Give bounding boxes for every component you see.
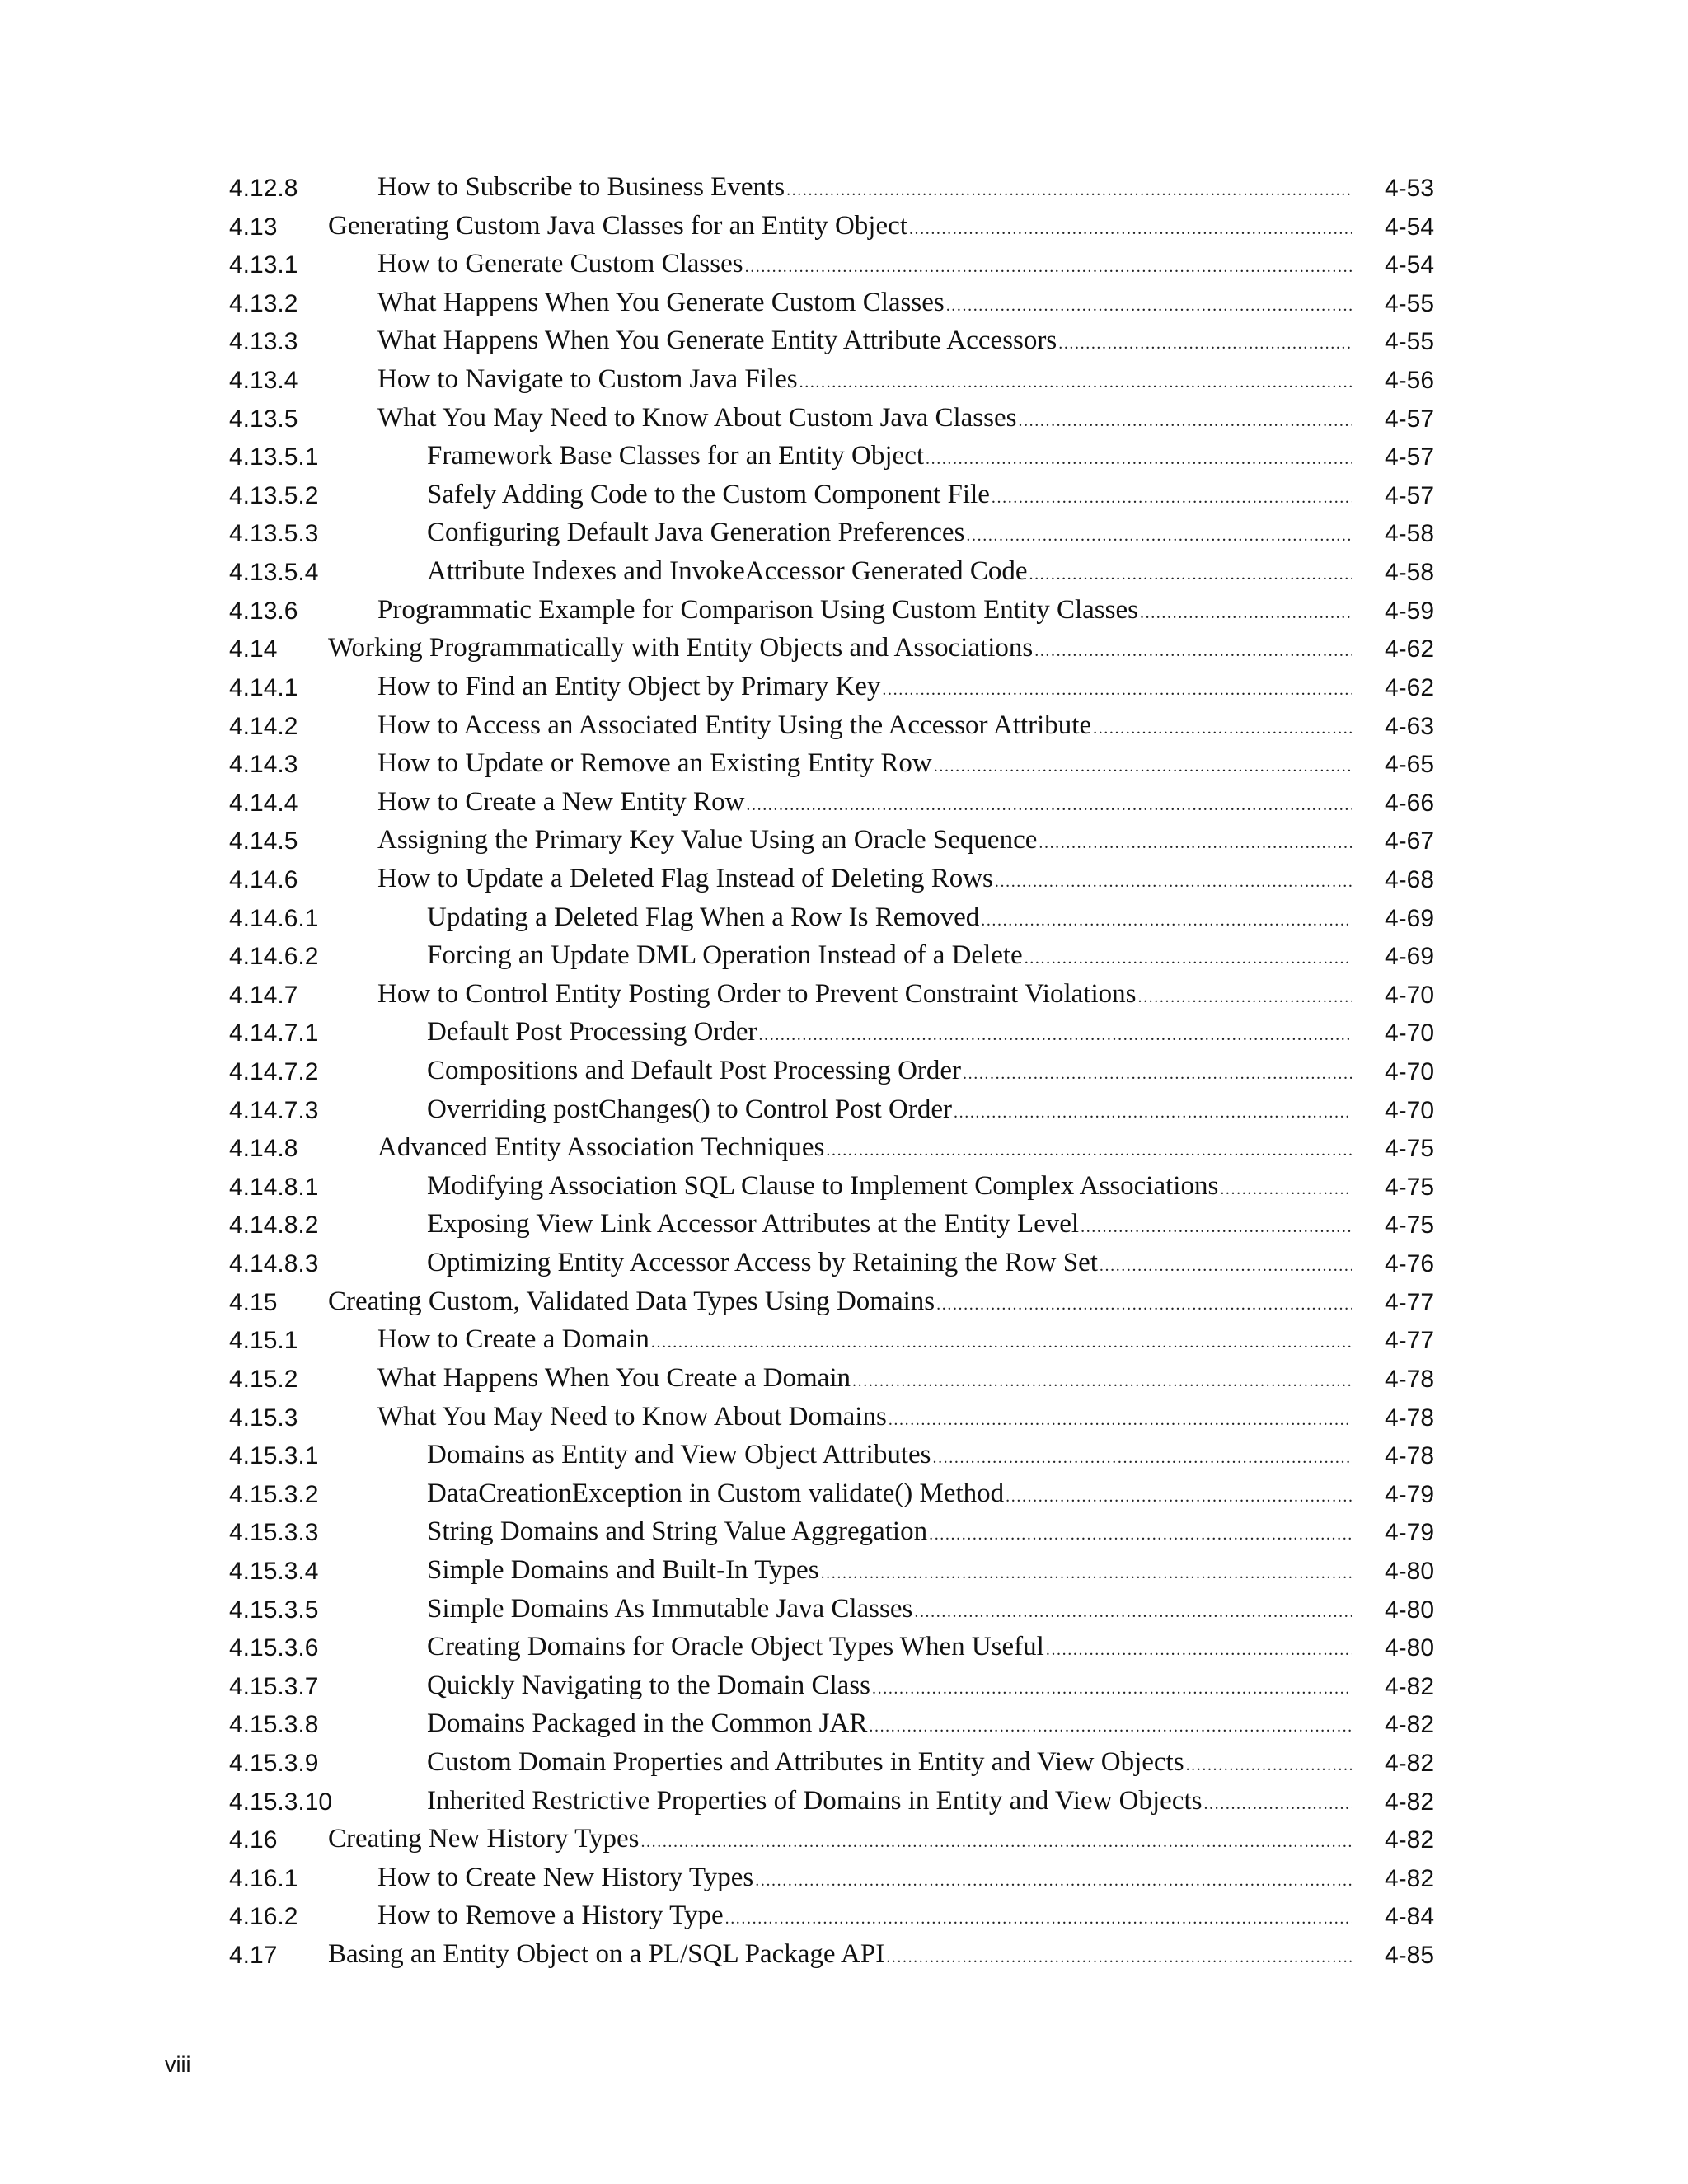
toc-entry[interactable]	[229, 556, 1434, 595]
toc-entry-title: Exposing View Link Accessor Attributes at the Entity Level	[427, 1209, 1080, 1240]
toc-entry[interactable]	[229, 1900, 1434, 1939]
toc-entry-line	[377, 249, 1352, 287]
toc-entry-title: What Happens When You Create a Domain	[377, 1362, 851, 1393]
toc-entry-number: 4.12.8	[229, 175, 298, 202]
toc-entry-line	[427, 1056, 1352, 1094]
toc-entry[interactable]	[229, 1056, 1434, 1094]
toc-entry-number: 4.15.3.6	[229, 1634, 319, 1662]
toc-entry-line	[427, 1671, 1352, 1708]
dot-leader	[821, 1564, 1352, 1583]
toc-entry[interactable]	[229, 787, 1434, 826]
toc-entry-line	[377, 825, 1352, 863]
toc-entry-title: Safely Adding Code to the Custom Component File	[427, 479, 990, 509]
toc-entry-page: 4-70	[1384, 1019, 1434, 1047]
toc-entry[interactable]	[229, 1479, 1434, 1517]
dot-leader	[1220, 1180, 1352, 1199]
toc-entry-line	[377, 1863, 1352, 1900]
toc-entry-line	[427, 1594, 1352, 1632]
toc-entry-page: 4-57	[1384, 443, 1434, 471]
toc-entry[interactable]	[229, 1132, 1434, 1171]
dot-leader	[759, 1026, 1352, 1045]
toc-entry-line	[377, 748, 1352, 786]
toc-entry-line	[427, 1248, 1352, 1286]
toc-entry-number: 4.15.2	[229, 1365, 298, 1393]
toc-entry-page: 4-57	[1384, 481, 1434, 509]
toc-entry[interactable]	[229, 249, 1434, 288]
toc-entry-page: 4-80	[1384, 1596, 1434, 1624]
toc-entry-title: Generating Custom Java Classes for an Entity Object	[328, 210, 907, 241]
toc-entry-page: 4-75	[1384, 1212, 1434, 1240]
toc-entry-title: How to Generate Custom Classes	[377, 249, 743, 279]
toc-entry-number: 4.15.3.10	[229, 1788, 333, 1816]
toc-entry[interactable]	[229, 633, 1434, 672]
toc-entry-line	[427, 940, 1352, 978]
toc-entry-page: 4-67	[1384, 827, 1434, 855]
toc-entry-title: DataCreationException in Custom validate() Method	[427, 1478, 1005, 1508]
toc-entry-title: String Domains and String Value Aggregation	[427, 1516, 928, 1547]
dot-leader	[926, 450, 1352, 469]
toc-entry-line	[427, 1479, 1352, 1516]
toc-entry-number: 4.16.1	[229, 1864, 298, 1892]
toc-entry-line	[427, 556, 1352, 594]
toc-entry-title: Forcing an Update DML Operation Instead of a Delete	[427, 940, 1023, 971]
toc-entry[interactable]	[229, 480, 1434, 518]
toc-entry-page: 4-77	[1384, 1288, 1434, 1316]
dot-leader	[1046, 1641, 1352, 1660]
toc-entry[interactable]	[229, 710, 1434, 749]
toc-entry-title: Programmatic Example for Comparison Using Custom Entity Classes	[377, 594, 1138, 625]
dot-leader	[786, 181, 1352, 200]
toc-entry[interactable]	[229, 1594, 1434, 1633]
toc-entry-number: 4.14.7.1	[229, 1019, 319, 1047]
toc-entry-page: 4-82	[1384, 1826, 1434, 1854]
dot-leader	[963, 1065, 1352, 1084]
toc-entry-page: 4-53	[1384, 175, 1434, 202]
toc-entry-line	[328, 633, 1352, 671]
toc-entry-number: 4.15.1	[229, 1327, 298, 1355]
toc-entry-number: 4.14.6	[229, 865, 298, 893]
toc-entry-line	[427, 1516, 1352, 1554]
toc-entry-page: 4-55	[1384, 328, 1434, 356]
dot-leader	[946, 297, 1352, 316]
toc-entry[interactable]	[229, 672, 1434, 710]
toc-entry-line	[427, 1555, 1352, 1593]
toc-entry-line	[377, 1900, 1352, 1938]
toc-entry-number: 4.15.3.8	[229, 1711, 319, 1739]
toc-entry-line	[377, 595, 1352, 633]
toc-entry-number: 4.13.2	[229, 289, 298, 317]
toc-entry-title: How to Navigate to Custom Java Files	[377, 364, 798, 395]
toc-entry-number: 4.15.3.5	[229, 1596, 319, 1624]
toc-entry-page: 4-70	[1384, 981, 1434, 1009]
toc-entry-page: 4-69	[1384, 904, 1434, 932]
toc-entry[interactable]	[229, 1555, 1434, 1594]
toc-entry-page: 4-85	[1384, 1942, 1434, 1970]
toc-entry-page: 4-82	[1384, 1788, 1434, 1816]
toc-entry-page: 4-75	[1384, 1135, 1434, 1163]
toc-entry-page: 4-55	[1384, 289, 1434, 317]
toc-entry-number: 4.14.4	[229, 789, 298, 817]
toc-entry[interactable]	[229, 1209, 1434, 1248]
toc-entry-line	[377, 1132, 1352, 1170]
toc-entry[interactable]	[229, 364, 1434, 403]
toc-entry-title: Default Post Processing Order	[427, 1017, 757, 1047]
toc-entry-title: How to Update a Deleted Flag Instead of Deleting Rows	[377, 863, 993, 893]
toc-entry-page: 4-80	[1384, 1634, 1434, 1662]
dot-leader	[872, 1680, 1352, 1699]
toc-entry-title: Domains Packaged in the Common JAR	[427, 1708, 868, 1739]
toc-entry-page: 4-68	[1384, 865, 1434, 893]
toc-entry-page: 4-62	[1384, 673, 1434, 701]
dot-leader	[799, 373, 1352, 392]
dot-leader	[755, 1872, 1352, 1891]
toc-entry-line	[427, 1747, 1352, 1785]
toc-entry-title: How to Create New History Types	[377, 1862, 754, 1892]
toc-entry-page: 4-58	[1384, 520, 1434, 548]
toc-entry[interactable]	[229, 748, 1434, 787]
dot-leader	[725, 1910, 1352, 1929]
toc-entry-line	[377, 710, 1352, 748]
dot-leader	[995, 873, 1352, 892]
toc-entry[interactable]	[229, 326, 1434, 364]
toc-entry-page: 4-54	[1384, 213, 1434, 241]
toc-entry-line	[328, 1824, 1352, 1862]
toc-entry-number: 4.13.5.4	[229, 559, 319, 587]
toc-entry-number: 4.13.3	[229, 328, 298, 356]
toc-entry-title: Assigning the Primary Key Value Using an Oracle Sequence	[377, 825, 1038, 855]
toc-entry[interactable]	[229, 518, 1434, 556]
toc-entry-page: 4-56	[1384, 367, 1434, 395]
dot-leader	[1100, 1257, 1352, 1276]
toc-entry[interactable]	[229, 1671, 1434, 1709]
dot-leader	[1025, 949, 1352, 968]
toc-entry-number: 4.15	[229, 1288, 278, 1316]
dot-leader	[1140, 604, 1352, 623]
toc-entry-number: 4.15.3.2	[229, 1480, 319, 1508]
table-of-contents	[229, 172, 1434, 1978]
toc-entry-line	[328, 1939, 1352, 1977]
toc-entry-number: 4.14.8.3	[229, 1250, 319, 1278]
dot-leader	[746, 796, 1352, 815]
dot-leader	[929, 1526, 1352, 1544]
toc-entry[interactable]	[229, 1286, 1434, 1325]
toc-entry-number: 4.14.6.1	[229, 904, 319, 932]
toc-entry-line	[427, 480, 1352, 518]
toc-entry-number: 4.13.4	[229, 367, 298, 395]
toc-entry-page: 4-75	[1384, 1173, 1434, 1201]
toc-entry-number: 4.13.5.2	[229, 481, 319, 509]
toc-entry-line	[427, 1094, 1352, 1132]
toc-entry-number: 4.15.3.7	[229, 1672, 319, 1700]
toc-entry-page: 4-79	[1384, 1519, 1434, 1547]
toc-entry-page: 4-57	[1384, 405, 1434, 433]
dot-leader	[914, 1603, 1352, 1622]
toc-entry-title: Creating New History Types	[328, 1824, 640, 1854]
toc-entry-page: 4-78	[1384, 1442, 1434, 1470]
toc-entry-line	[427, 518, 1352, 555]
dot-leader	[992, 489, 1352, 508]
toc-entry-line	[427, 1017, 1352, 1055]
toc-entry[interactable]	[229, 1094, 1434, 1133]
toc-entry-number: 4.13.5.3	[229, 520, 319, 548]
dot-leader	[1137, 988, 1352, 1007]
toc-entry-number: 4.14.8	[229, 1135, 298, 1163]
toc-entry-number: 4.14	[229, 635, 278, 663]
toc-entry-title: Compositions and Default Post Processing Order	[427, 1056, 962, 1086]
toc-entry-line	[377, 787, 1352, 825]
toc-entry-page: 4-66	[1384, 789, 1434, 817]
dot-leader	[1034, 642, 1352, 661]
toc-entry-page: 4-78	[1384, 1365, 1434, 1393]
toc-entry-line	[377, 1402, 1352, 1440]
dot-leader	[745, 258, 1352, 277]
toc-entry-number: 4.14.3	[229, 751, 298, 779]
toc-entry-line	[427, 902, 1352, 940]
dot-leader	[932, 1449, 1352, 1468]
toc-entry[interactable]	[229, 1863, 1434, 1901]
dot-leader	[651, 1333, 1352, 1352]
toc-entry-line	[377, 672, 1352, 710]
toc-entry[interactable]	[229, 825, 1434, 864]
toc-entry-title: Framework Base Classes for an Entity Object	[427, 441, 925, 471]
toc-entry-line	[427, 441, 1352, 479]
toc-entry-title: How to Access an Associated Entity Using the Accessor Attribute	[377, 710, 1092, 740]
toc-entry-line	[427, 1209, 1352, 1247]
dot-leader	[852, 1372, 1352, 1391]
toc-entry-number: 4.15.3	[229, 1404, 298, 1432]
toc-entry[interactable]	[229, 902, 1434, 941]
toc-entry-title: Quickly Navigating to the Domain Class	[427, 1670, 871, 1700]
toc-entry[interactable]	[229, 1516, 1434, 1555]
toc-entry-title: Updating a Deleted Flag When a Row Is Removed	[427, 902, 980, 932]
toc-entry[interactable]	[229, 940, 1434, 979]
dot-leader	[1093, 719, 1352, 738]
toc-entry-number: 4.16.2	[229, 1903, 298, 1931]
toc-entry[interactable]	[229, 864, 1434, 902]
toc-entry-title: Working Programmatically with Entity Objects and Associations	[328, 633, 1034, 663]
toc-entry-title: Attribute Indexes and InvokeAccessor Generated Code	[427, 556, 1028, 587]
toc-entry[interactable]	[229, 595, 1434, 634]
toc-entry[interactable]	[229, 1632, 1434, 1671]
toc-entry-page: 4-62	[1384, 635, 1434, 663]
dot-leader	[934, 757, 1352, 776]
toc-entry[interactable]	[229, 1824, 1434, 1863]
toc-entry[interactable]	[229, 1363, 1434, 1402]
toc-entry-page: 4-82	[1384, 1864, 1434, 1892]
toc-entry-number: 4.13	[229, 213, 278, 241]
dot-leader	[1006, 1488, 1352, 1507]
toc-entry-title: What You May Need to Know About Custom Java Classes	[377, 402, 1017, 433]
toc-entry-number: 4.15.3.1	[229, 1442, 319, 1470]
toc-entry-line	[427, 1440, 1352, 1478]
dot-leader	[1039, 834, 1352, 853]
toc-entry-page: 4-58	[1384, 559, 1434, 587]
toc-entry[interactable]	[229, 1402, 1434, 1441]
toc-entry-line	[377, 979, 1352, 1017]
toc-entry-page: 4-63	[1384, 712, 1434, 740]
toc-entry[interactable]	[229, 979, 1434, 1018]
dot-leader	[886, 1948, 1352, 1967]
toc-entry-page: 4-65	[1384, 751, 1434, 779]
toc-entry-page: 4-79	[1384, 1480, 1434, 1508]
toc-entry-number: 4.17	[229, 1942, 278, 1970]
toc-entry-line	[377, 403, 1352, 441]
toc-entry-title: How to Remove a History Type	[377, 1900, 724, 1931]
toc-entry-title: Basing an Entity Object on a PL/SQL Package API	[328, 1939, 885, 1970]
toc-entry-number: 4.14.7	[229, 981, 298, 1009]
toc-entry-title: How to Control Entity Posting Order to Prevent Constraint Violations	[377, 978, 1137, 1009]
dot-leader	[826, 1141, 1352, 1160]
toc-entry-line	[427, 1632, 1352, 1670]
toc-entry-title: Configuring Default Java Generation Preferences	[427, 518, 965, 548]
toc-entry[interactable]	[229, 1939, 1434, 1978]
toc-entry-number: 4.14.7.3	[229, 1096, 319, 1124]
toc-entry-page: 4-76	[1384, 1250, 1434, 1278]
toc-entry-title: How to Subscribe to Business Events	[377, 172, 785, 202]
toc-entry-title: Custom Domain Properties and Attributes in Entity and View Objects	[427, 1746, 1184, 1777]
toc-entry-page: 4-82	[1384, 1749, 1434, 1777]
toc-entry-line	[427, 1786, 1352, 1824]
toc-entry-title: What Happens When You Generate Entity Attribute Accessors	[377, 326, 1057, 356]
toc-entry[interactable]	[229, 441, 1434, 480]
dot-leader	[1203, 1795, 1352, 1814]
toc-entry-title: What Happens When You Generate Custom Classes	[377, 287, 945, 317]
toc-entry-line	[328, 1286, 1352, 1324]
toc-entry-number: 4.13.5	[229, 405, 298, 433]
toc-entry[interactable]	[229, 403, 1434, 442]
dot-leader	[1081, 1218, 1352, 1237]
toc-entry-title: Inherited Restrictive Properties of Domains in Entity and View Objects	[427, 1785, 1203, 1816]
toc-entry-title: How to Create a New Entity Row	[377, 786, 745, 817]
toc-entry[interactable]	[229, 172, 1434, 211]
toc-entry-page: 4-70	[1384, 1058, 1434, 1086]
toc-entry-title: Creating Custom, Validated Data Types Using Domains	[328, 1286, 935, 1316]
dot-leader	[1018, 412, 1352, 431]
toc-entry-title: Overriding postChanges() to Control Post Order	[427, 1094, 953, 1124]
toc-entry-title: How to Create a Domain	[377, 1324, 649, 1355]
toc-entry[interactable]	[229, 1747, 1434, 1786]
toc-entry-number: 4.15.3.3	[229, 1519, 319, 1547]
toc-entry[interactable]	[229, 1017, 1434, 1056]
toc-entry-title: Domains as Entity and View Object Attributes	[427, 1440, 931, 1470]
toc-entry-page: 4-59	[1384, 597, 1434, 625]
toc-entry-page: 4-77	[1384, 1327, 1434, 1355]
toc-entry-page: 4-70	[1384, 1096, 1434, 1124]
toc-entry-title: How to Find an Entity Object by Primary Key	[377, 671, 881, 701]
toc-entry-page: 4-82	[1384, 1672, 1434, 1700]
dot-leader	[936, 1296, 1352, 1315]
toc-entry-page: 4-84	[1384, 1903, 1434, 1931]
toc-entry-number: 4.16	[229, 1826, 278, 1854]
toc-entry[interactable]	[229, 1708, 1434, 1747]
dot-leader	[882, 681, 1352, 700]
toc-entry-line	[377, 326, 1352, 363]
toc-entry-line	[377, 364, 1352, 402]
toc-entry-line	[377, 288, 1352, 326]
toc-entry-number: 4.14.7.2	[229, 1058, 319, 1086]
dot-leader	[981, 912, 1352, 930]
toc-entry-line	[377, 1363, 1352, 1401]
dot-leader	[869, 1718, 1352, 1736]
toc-entry-title: Creating Domains for Oracle Object Types When Useful	[427, 1632, 1044, 1662]
toc-entry-page: 4-80	[1384, 1557, 1434, 1585]
toc-entry-page: 4-69	[1384, 943, 1434, 971]
toc-entry-number: 4.14.2	[229, 712, 298, 740]
toc-entry[interactable]	[229, 211, 1434, 250]
toc-entry-number: 4.14.1	[229, 673, 298, 701]
dot-leader	[640, 1833, 1352, 1852]
toc-entry[interactable]	[229, 288, 1434, 326]
toc-entry-line	[377, 172, 1352, 210]
toc-entry[interactable]	[229, 1786, 1434, 1825]
toc-entry[interactable]	[229, 1440, 1434, 1479]
toc-entry-line	[377, 1324, 1352, 1362]
toc-entry[interactable]	[229, 1171, 1434, 1210]
toc-entry-number: 4.13.5.1	[229, 443, 319, 471]
dot-leader	[1029, 565, 1352, 584]
toc-entry[interactable]	[229, 1248, 1434, 1286]
toc-entry-page: 4-54	[1384, 251, 1434, 279]
toc-entry-number: 4.13.1	[229, 251, 298, 279]
toc-entry-number: 4.14.6.2	[229, 943, 319, 971]
dot-leader	[966, 527, 1352, 546]
toc-entry-line	[377, 864, 1352, 902]
dot-leader	[889, 1411, 1352, 1430]
toc-entry-number: 4.15.3.9	[229, 1749, 319, 1777]
toc-entry-title: Optimizing Entity Accessor Access by Retaining the Row Set	[427, 1248, 1098, 1278]
toc-entry-title: How to Update or Remove an Existing Entity Row	[377, 748, 932, 779]
toc-entry-title: What You May Need to Know About Domains	[377, 1401, 887, 1432]
dot-leader	[909, 220, 1352, 239]
toc-entry-line	[427, 1708, 1352, 1746]
toc-entry-page: 4-82	[1384, 1711, 1434, 1739]
dot-leader	[954, 1104, 1352, 1122]
toc-entry-title: Simple Domains As Immutable Java Classes	[427, 1593, 913, 1624]
page-folio: viii	[165, 2052, 191, 2077]
toc-entry-line	[427, 1171, 1352, 1209]
toc-entry-number: 4.14.5	[229, 827, 298, 855]
toc-entry[interactable]	[229, 1324, 1434, 1363]
toc-entry-title: Simple Domains and Built-In Types	[427, 1554, 819, 1585]
toc-entry-page: 4-78	[1384, 1404, 1434, 1432]
toc-entry-number: 4.15.3.4	[229, 1557, 319, 1585]
toc-entry-number: 4.14.8.1	[229, 1173, 319, 1201]
dot-leader	[1186, 1756, 1352, 1775]
toc-entry-title: Advanced Entity Association Techniques	[377, 1132, 825, 1163]
dot-leader	[1058, 335, 1352, 354]
toc-entry-number: 4.13.6	[229, 597, 298, 625]
toc-entry-title: Modifying Association SQL Clause to Implement Complex Associations	[427, 1170, 1219, 1201]
toc-entry-line	[328, 211, 1352, 249]
toc-entry-number: 4.14.8.2	[229, 1212, 319, 1240]
